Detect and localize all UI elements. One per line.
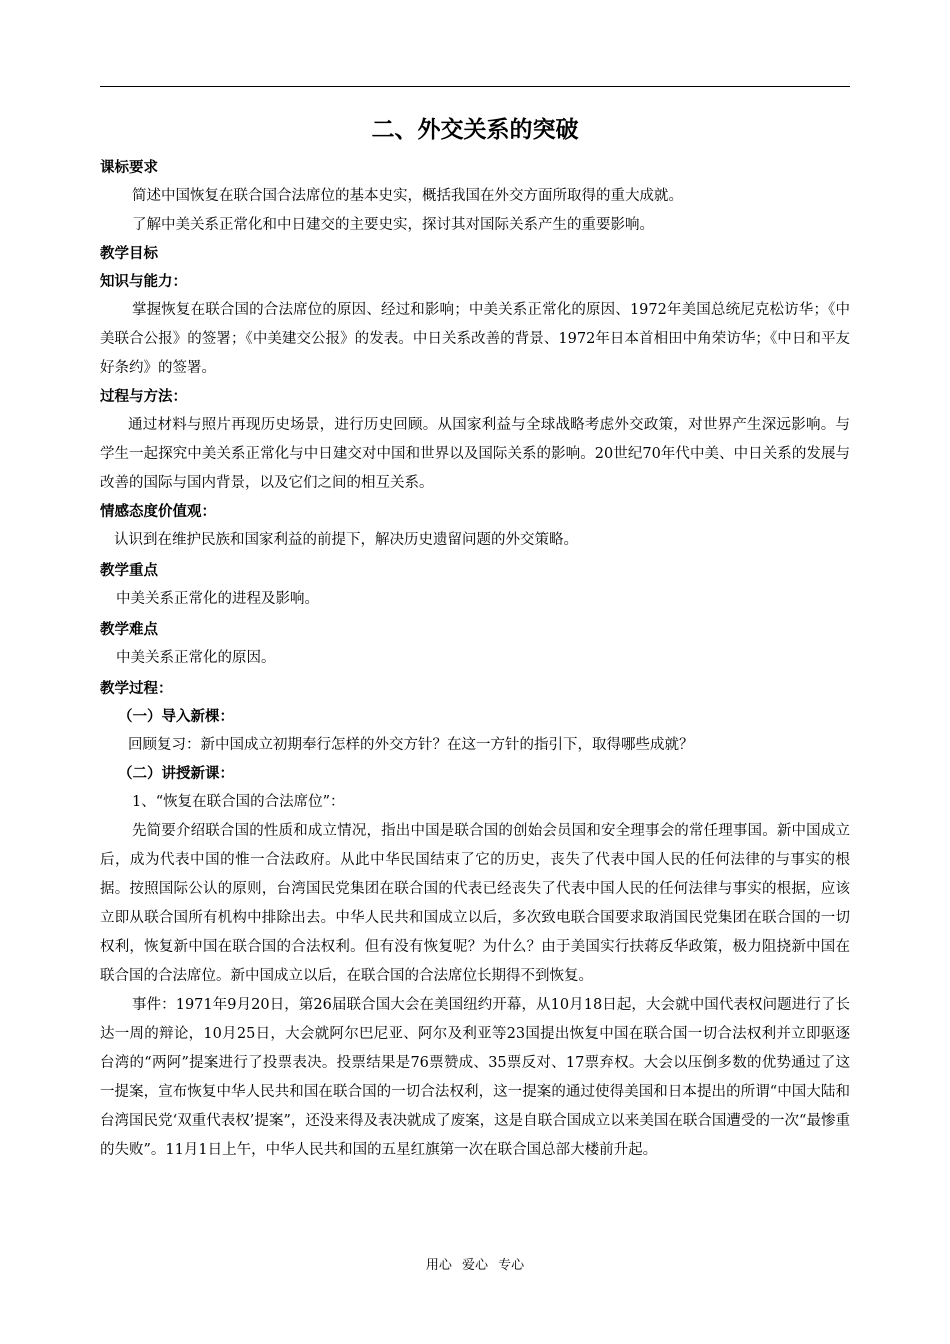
page-footer: 用心 爱心 专心 — [425, 1258, 525, 1273]
item1-title: 1、“恢复在联合国的合法席位”： — [132, 794, 345, 810]
intro-heading: （一）导入新棵： — [118, 709, 234, 725]
key-points-paragraph: 中美关系正常化的进程及影响。 — [116, 591, 319, 607]
difficulties-heading: 教学难点 — [100, 622, 158, 638]
item1-paragraph-1: 先简要介绍联合国的性质和成立情况，指出中国是联合国的创始会员国和安全理事会的常任理事国。新中国成立后，成为代表中国的惟一合法政府。从此中华民国结束了它的历史，丧失了代表中国人民的任何法律的与事实的根据。按照国际公认的原则，台湾国民党集团在联合国的代表已经丧失了代表中国人民的任何法律与事实的根据，应该立即从联合国所有机构中排除出去。中华人民共和国成立以后，多次致电联合国要求取消国民党集团在联合国的一切权利，恢复新中国在联合国的合法权利。但有没有恢复呢？为什么？由于美国实行扶蒋反华政策，极力阻挠新中国在联合国的合法席位。新中国成立以后，在联合国的合法席位长期得不到恢复。 — [100, 823, 850, 984]
document-title: 二、外交关系的突破 — [371, 117, 579, 143]
key-points-heading: 教学重点 — [100, 563, 158, 579]
emotion-heading: 情感态度价值观： — [100, 504, 216, 520]
knowledge-heading: 知识与能力： — [100, 274, 187, 290]
teaching-process-heading: 教学过程： — [100, 681, 173, 697]
header-rule — [100, 86, 850, 87]
difficulties-paragraph: 中美关系正常化的原因。 — [116, 650, 276, 666]
curriculum-heading: 课标要求 — [100, 160, 158, 176]
knowledge-paragraph: 掌握恢复在联合国的合法席位的原因、经过和影响；中美关系正常化的原因、1972年美国总统尼克松访华；《中美联合公报》的签署；《中美建交公报》的发表。中日关系改善的背景、1972年日本首相田中角荣访华；《中日和平友好条约》的签署。 — [100, 302, 850, 376]
process-method-paragraph: 通过材料与照片再现历史场景，进行历史回顾。从国家利益与全球战略考虑外交政策，对世界产生深远影响。与学生一起探究中美关系正常化与中日建交对中国和世界以及国际关系的影响。20世纪70年代中美、中日关系的发展与改善的国际与国内背景，以及它们之间的相互关系。 — [100, 417, 850, 491]
curriculum-paragraph-1: 简述中国恢复在联合国合法席位的基本史实，概括我国在外交方面所取得的重大成就。 — [132, 188, 683, 204]
emotion-paragraph: 认识到在维护民族和国家利益的前提下，解决历史遗留问题的外交策略。 — [114, 532, 578, 548]
item1-paragraph-2: 事件：1971年9月20日，第26届联合国大会在美国纽约开幕，从10月18日起，大会就中国代表权问题进行了长达一周的辩论，10月25日，大会就阿尔巴尼亚、阿尔及利亚等23国提出恢复中国在联合国一切合法权利并立即驱逐台湾的“两阿”提案进行了投票表决。投票结果是76票赞成、35票反对、17票弃权。大会以压倒多数的优势通过了这一提案，宣布恢复中华人民共和国在联合国的一切合法权利，这一提案的通过使得美国和日本提出的所谓“中国大陆和台湾国民党‘双重代表权’提案”，还没来得及表决就成了废案，这是自联合国成立以来美国在联合国遭受的一次“最惨重的失败”。11月1日上午，中华人民共和国的五星红旗第一次在联合国总部大楼前升起。 — [100, 997, 850, 1158]
document-body — [100, 108, 850, 1165]
new-lesson-heading: （二）讲授新课： — [118, 766, 234, 782]
objectives-heading: 教学目标 — [100, 246, 158, 262]
intro-paragraph: 回顾复习：新中国成立初期奉行怎样的外交方针？在这一方针的指引下，取得哪些成就？ — [128, 737, 694, 753]
process-method-heading: 过程与方法： — [100, 389, 187, 405]
curriculum-paragraph-2: 了解中美关系正常化和中日建交的主要史实，探讨其对国际关系产生的重要影响。 — [132, 217, 654, 233]
